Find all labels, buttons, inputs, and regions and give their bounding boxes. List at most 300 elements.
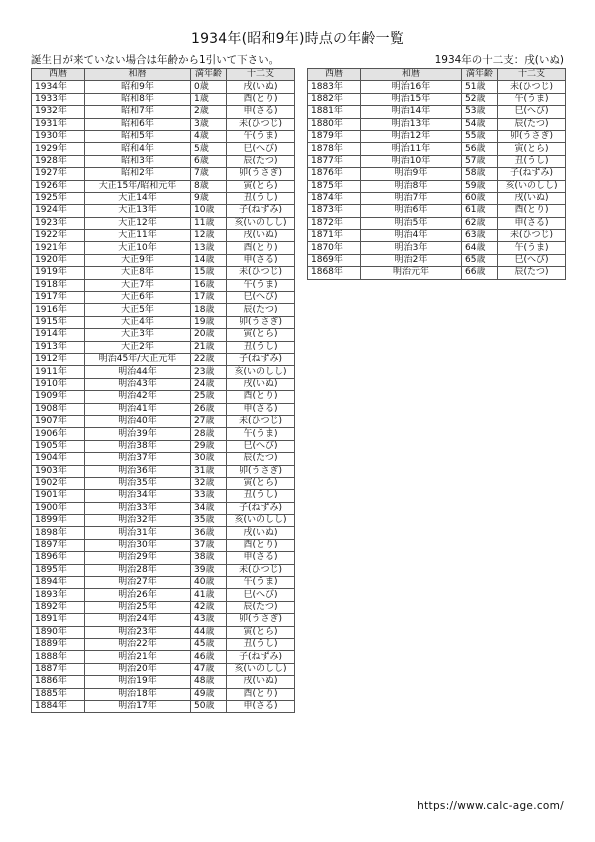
cell-zodiac: 未(ひつじ) [227, 564, 295, 576]
cell-age: 21歳 [191, 341, 227, 353]
table-row [32, 143, 295, 155]
cell-zodiac: 子(ねずみ) [227, 205, 295, 217]
table-row [32, 180, 295, 192]
table-row [32, 192, 295, 204]
table-row [308, 254, 566, 266]
cell-japanese-era: 明治8年 [361, 180, 462, 192]
table-row [32, 688, 295, 700]
cell-western-year: 1915年 [32, 316, 85, 328]
cell-japanese-era: 明治15年 [361, 93, 462, 105]
table-row [32, 205, 295, 217]
cell-japanese-era: 明治30年 [85, 539, 191, 551]
table-row [32, 676, 295, 688]
cell-japanese-era: 明治24年 [85, 614, 191, 626]
cell-western-year: 1909年 [32, 391, 85, 403]
cell-western-year: 1888年 [32, 651, 85, 663]
cell-zodiac: 辰(たつ) [498, 118, 566, 130]
cell-japanese-era: 明治3年 [361, 242, 462, 254]
cell-zodiac: 戌(いぬ) [227, 527, 295, 539]
table-row [308, 155, 566, 167]
cell-age: 3歳 [191, 118, 227, 130]
table-row [308, 168, 566, 180]
cell-zodiac: 午(うま) [227, 428, 295, 440]
cell-western-year: 1917年 [32, 292, 85, 304]
age-table-left [31, 68, 295, 713]
cell-zodiac: 丑(うし) [498, 155, 566, 167]
cell-zodiac: 午(うま) [498, 242, 566, 254]
table-row [32, 267, 295, 279]
cell-zodiac: 丑(うし) [227, 192, 295, 204]
cell-western-year: 1930年 [32, 130, 85, 142]
cell-japanese-era: 明治27年 [85, 577, 191, 589]
cell-zodiac: 丑(うし) [227, 341, 295, 353]
table-row [32, 527, 295, 539]
cell-japanese-era: 大正8年 [85, 267, 191, 279]
cell-zodiac: 申(さる) [227, 552, 295, 564]
cell-japanese-era: 明治2年 [361, 254, 462, 266]
cell-western-year: 1912年 [32, 353, 85, 365]
cell-western-year: 1914年 [32, 329, 85, 341]
table-row [32, 601, 295, 613]
table-row [32, 93, 295, 105]
cell-japanese-era: 明治35年 [85, 477, 191, 489]
cell-japanese-era: 明治40年 [85, 415, 191, 427]
cell-western-year: 1900年 [32, 502, 85, 514]
cell-zodiac: 戌(いぬ) [498, 192, 566, 204]
cell-zodiac: 寅(とら) [227, 180, 295, 192]
cell-age: 0歳 [191, 81, 227, 93]
cell-age: 24歳 [191, 378, 227, 390]
header-western-year: 西暦 [308, 69, 361, 81]
cell-japanese-era: 明治10年 [361, 155, 462, 167]
cell-japanese-era: 大正3年 [85, 329, 191, 341]
table-row [32, 292, 295, 304]
cell-western-year: 1889年 [32, 638, 85, 650]
cell-age: 27歳 [191, 415, 227, 427]
cell-age: 10歳 [191, 205, 227, 217]
cell-japanese-era: 明治29年 [85, 552, 191, 564]
cell-age: 26歳 [191, 403, 227, 415]
cell-age: 15歳 [191, 267, 227, 279]
table-row [32, 242, 295, 254]
header-japanese-era: 和暦 [85, 69, 191, 81]
cell-age: 11歳 [191, 217, 227, 229]
cell-zodiac: 申(さる) [498, 217, 566, 229]
table-row [32, 279, 295, 291]
cell-western-year: 1926年 [32, 180, 85, 192]
cell-zodiac: 戌(いぬ) [227, 676, 295, 688]
cell-age: 58歳 [462, 168, 498, 180]
cell-western-year: 1891年 [32, 614, 85, 626]
cell-japanese-era: 明治33年 [85, 502, 191, 514]
cell-japanese-era: 明治34年 [85, 490, 191, 502]
cell-japanese-era: 明治13年 [361, 118, 462, 130]
cell-western-year: 1902年 [32, 477, 85, 489]
cell-age: 45歳 [191, 638, 227, 650]
cell-zodiac: 戌(いぬ) [227, 81, 295, 93]
cell-age: 36歳 [191, 527, 227, 539]
header-age: 満年齢 [462, 69, 498, 81]
cell-zodiac: 丑(うし) [227, 490, 295, 502]
cell-western-year: 1876年 [308, 168, 361, 180]
cell-western-year: 1895年 [32, 564, 85, 576]
cell-western-year: 1892年 [32, 601, 85, 613]
cell-western-year: 1890年 [32, 626, 85, 638]
cell-western-year: 1869年 [308, 254, 361, 266]
cell-japanese-era: 明治6年 [361, 205, 462, 217]
cell-zodiac: 申(さる) [227, 254, 295, 266]
table-row [32, 490, 295, 502]
table-row [308, 106, 566, 118]
cell-western-year: 1910年 [32, 378, 85, 390]
cell-zodiac: 卯(うさぎ) [227, 168, 295, 180]
cell-zodiac: 申(さる) [227, 106, 295, 118]
cell-japanese-era: 明治38年 [85, 440, 191, 452]
table-row [32, 465, 295, 477]
cell-zodiac: 亥(いのしし) [227, 217, 295, 229]
cell-age: 9歳 [191, 192, 227, 204]
cell-japanese-era: 大正2年 [85, 341, 191, 353]
cell-japanese-era: 明治17年 [85, 700, 191, 712]
table-row [32, 168, 295, 180]
cell-japanese-era: 明治43年 [85, 378, 191, 390]
cell-zodiac: 午(うま) [498, 93, 566, 105]
cell-age: 52歳 [462, 93, 498, 105]
cell-age: 62歳 [462, 217, 498, 229]
table-row [308, 93, 566, 105]
cell-japanese-era: 大正6年 [85, 292, 191, 304]
cell-zodiac: 戌(いぬ) [227, 378, 295, 390]
cell-age: 35歳 [191, 515, 227, 527]
table-row [32, 230, 295, 242]
cell-zodiac: 酉(とり) [498, 205, 566, 217]
site-url: https://www.calc-age.com/ [417, 800, 564, 812]
table-row [32, 353, 295, 365]
cell-japanese-era: 明治5年 [361, 217, 462, 229]
cell-western-year: 1868年 [308, 267, 361, 279]
cell-zodiac: 未(ひつじ) [227, 118, 295, 130]
cell-age: 20歳 [191, 329, 227, 341]
cell-japanese-era: 昭和9年 [85, 81, 191, 93]
cell-western-year: 1913年 [32, 341, 85, 353]
cell-age: 56歳 [462, 143, 498, 155]
cell-japanese-era: 明治28年 [85, 564, 191, 576]
cell-japanese-era: 大正9年 [85, 254, 191, 266]
cell-zodiac: 卯(うさぎ) [227, 614, 295, 626]
cell-zodiac: 辰(たつ) [227, 155, 295, 167]
table-row [32, 217, 295, 229]
cell-western-year: 1881年 [308, 106, 361, 118]
cell-japanese-era: 大正15年/昭和元年 [85, 180, 191, 192]
cell-japanese-era: 明治4年 [361, 230, 462, 242]
cell-western-year: 1883年 [308, 81, 361, 93]
cell-age: 46歳 [191, 651, 227, 663]
cell-western-year: 1925年 [32, 192, 85, 204]
cell-zodiac: 子(ねずみ) [227, 502, 295, 514]
cell-zodiac: 午(うま) [227, 130, 295, 142]
table-row [308, 143, 566, 155]
cell-age: 29歳 [191, 440, 227, 452]
table-row [32, 403, 295, 415]
table-row [32, 428, 295, 440]
cell-zodiac: 子(ねずみ) [227, 353, 295, 365]
cell-western-year: 1934年 [32, 81, 85, 93]
cell-western-year: 1929年 [32, 143, 85, 155]
cell-western-year: 1873年 [308, 205, 361, 217]
cell-western-year: 1886年 [32, 676, 85, 688]
table-row [32, 81, 295, 93]
table-row [32, 254, 295, 266]
cell-age: 48歳 [191, 676, 227, 688]
page-title: 1934年(昭和9年)時点の年齢一覧 [190, 31, 405, 47]
cell-japanese-era: 大正4年 [85, 316, 191, 328]
cell-age: 65歳 [462, 254, 498, 266]
cell-western-year: 1923年 [32, 217, 85, 229]
cell-zodiac: 酉(とり) [227, 688, 295, 700]
cell-japanese-era: 明治41年 [85, 403, 191, 415]
table-row [32, 651, 295, 663]
table-row [308, 230, 566, 242]
cell-western-year: 1903年 [32, 465, 85, 477]
cell-western-year: 1933年 [32, 93, 85, 105]
cell-western-year: 1919年 [32, 267, 85, 279]
cell-zodiac: 辰(たつ) [227, 601, 295, 613]
cell-age: 7歳 [191, 168, 227, 180]
cell-western-year: 1885年 [32, 688, 85, 700]
cell-western-year: 1896年 [32, 552, 85, 564]
cell-age: 14歳 [191, 254, 227, 266]
cell-japanese-era: 大正7年 [85, 279, 191, 291]
cell-age: 13歳 [191, 242, 227, 254]
cell-western-year: 1908年 [32, 403, 85, 415]
cell-zodiac: 亥(いのしし) [227, 515, 295, 527]
cell-japanese-era: 明治9年 [361, 168, 462, 180]
cell-age: 39歳 [191, 564, 227, 576]
cell-japanese-era: 明治19年 [85, 676, 191, 688]
cell-zodiac: 卯(うさぎ) [227, 316, 295, 328]
table-row [32, 515, 295, 527]
table-row [32, 614, 295, 626]
cell-western-year: 1922年 [32, 230, 85, 242]
cell-age: 44歳 [191, 626, 227, 638]
table-row [32, 118, 295, 130]
cell-zodiac: 酉(とり) [227, 391, 295, 403]
cell-japanese-era: 明治18年 [85, 688, 191, 700]
cell-zodiac: 卯(うさぎ) [227, 465, 295, 477]
cell-zodiac: 戌(いぬ) [227, 230, 295, 242]
table-row [32, 304, 295, 316]
cell-japanese-era: 大正5年 [85, 304, 191, 316]
cell-japanese-era: 明治20年 [85, 663, 191, 675]
cell-zodiac: 寅(とら) [498, 143, 566, 155]
table-row [308, 267, 566, 279]
cell-japanese-era: 明治23年 [85, 626, 191, 638]
cell-age: 50歳 [191, 700, 227, 712]
table-row [308, 242, 566, 254]
cell-age: 64歳 [462, 242, 498, 254]
cell-age: 28歳 [191, 428, 227, 440]
cell-age: 32歳 [191, 477, 227, 489]
cell-japanese-era: 昭和4年 [85, 143, 191, 155]
cell-western-year: 1882年 [308, 93, 361, 105]
cell-western-year: 1931年 [32, 118, 85, 130]
cell-age: 6歳 [191, 155, 227, 167]
cell-age: 38歳 [191, 552, 227, 564]
cell-zodiac: 申(さる) [227, 403, 295, 415]
cell-zodiac: 申(さる) [227, 700, 295, 712]
cell-western-year: 1897年 [32, 539, 85, 551]
table-row [308, 81, 566, 93]
cell-age: 42歳 [191, 601, 227, 613]
cell-zodiac: 子(ねずみ) [498, 168, 566, 180]
table-header-row [32, 69, 295, 81]
cell-japanese-era: 昭和3年 [85, 155, 191, 167]
age-table-right [307, 68, 566, 280]
cell-age: 31歳 [191, 465, 227, 477]
cell-western-year: 1880年 [308, 118, 361, 130]
cell-zodiac: 未(ひつじ) [227, 267, 295, 279]
table-row [32, 552, 295, 564]
table-row [32, 130, 295, 142]
cell-japanese-era: 明治32年 [85, 515, 191, 527]
table-row [32, 440, 295, 452]
table-row [32, 700, 295, 712]
cell-age: 37歳 [191, 539, 227, 551]
table-row [32, 453, 295, 465]
cell-western-year: 1905年 [32, 440, 85, 452]
table-row [32, 477, 295, 489]
table-row [308, 192, 566, 204]
cell-age: 2歳 [191, 106, 227, 118]
cell-japanese-era: 明治21年 [85, 651, 191, 663]
table-row [32, 626, 295, 638]
year-zodiac: 1934年の十二支：戌(いぬ) [434, 54, 564, 66]
cell-zodiac: 辰(たつ) [498, 267, 566, 279]
cell-zodiac: 亥(いのしし) [227, 663, 295, 675]
cell-japanese-era: 大正14年 [85, 192, 191, 204]
table-row [32, 391, 295, 403]
table-row [32, 378, 295, 390]
cell-japanese-era: 明治元年 [361, 267, 462, 279]
table-header-row [308, 69, 566, 81]
cell-age: 19歳 [191, 316, 227, 328]
cell-japanese-era: 明治11年 [361, 143, 462, 155]
cell-japanese-era: 明治44年 [85, 366, 191, 378]
cell-age: 5歳 [191, 143, 227, 155]
table-row [32, 341, 295, 353]
table-row [32, 502, 295, 514]
cell-age: 8歳 [191, 180, 227, 192]
cell-age: 60歳 [462, 192, 498, 204]
cell-japanese-era: 明治16年 [361, 81, 462, 93]
cell-japanese-era: 明治25年 [85, 601, 191, 613]
table-row [32, 589, 295, 601]
cell-western-year: 1894年 [32, 577, 85, 589]
cell-japanese-era: 大正11年 [85, 230, 191, 242]
cell-age: 66歳 [462, 267, 498, 279]
table-row [308, 205, 566, 217]
cell-zodiac: 午(うま) [227, 577, 295, 589]
table-row [32, 329, 295, 341]
cell-western-year: 1875年 [308, 180, 361, 192]
cell-japanese-era: 大正12年 [85, 217, 191, 229]
cell-western-year: 1927年 [32, 168, 85, 180]
cell-western-year: 1877年 [308, 155, 361, 167]
cell-zodiac: 酉(とり) [227, 539, 295, 551]
cell-japanese-era: 昭和8年 [85, 93, 191, 105]
cell-zodiac: 酉(とり) [227, 242, 295, 254]
cell-age: 40歳 [191, 577, 227, 589]
cell-zodiac: 辰(たつ) [227, 453, 295, 465]
cell-age: 51歳 [462, 81, 498, 93]
cell-japanese-era: 明治31年 [85, 527, 191, 539]
cell-western-year: 1899年 [32, 515, 85, 527]
cell-zodiac: 巳(へび) [498, 254, 566, 266]
cell-japanese-era: 明治26年 [85, 589, 191, 601]
cell-zodiac: 巳(へび) [227, 440, 295, 452]
cell-age: 53歳 [462, 106, 498, 118]
cell-western-year: 1906年 [32, 428, 85, 440]
header-western-year: 西暦 [32, 69, 85, 81]
cell-western-year: 1907年 [32, 415, 85, 427]
cell-western-year: 1874年 [308, 192, 361, 204]
cell-zodiac: 未(ひつじ) [498, 230, 566, 242]
cell-age: 63歳 [462, 230, 498, 242]
cell-age: 47歳 [191, 663, 227, 675]
cell-western-year: 1924年 [32, 205, 85, 217]
cell-zodiac: 未(ひつじ) [227, 415, 295, 427]
table-row [32, 638, 295, 650]
cell-japanese-era: 大正10年 [85, 242, 191, 254]
cell-age: 18歳 [191, 304, 227, 316]
table-row [308, 118, 566, 130]
cell-western-year: 1920年 [32, 254, 85, 266]
header-zodiac: 十二支 [227, 69, 295, 81]
cell-zodiac: 亥(いのしし) [498, 180, 566, 192]
header-japanese-era: 和暦 [361, 69, 462, 81]
cell-zodiac: 子(ねずみ) [227, 651, 295, 663]
table-row [308, 130, 566, 142]
cell-japanese-era: 明治12年 [361, 130, 462, 142]
cell-age: 61歳 [462, 205, 498, 217]
cell-western-year: 1878年 [308, 143, 361, 155]
cell-western-year: 1916年 [32, 304, 85, 316]
cell-japanese-era: 明治42年 [85, 391, 191, 403]
cell-age: 30歳 [191, 453, 227, 465]
cell-japanese-era: 大正13年 [85, 205, 191, 217]
cell-western-year: 1879年 [308, 130, 361, 142]
cell-japanese-era: 明治22年 [85, 638, 191, 650]
cell-japanese-era: 昭和6年 [85, 118, 191, 130]
cell-age: 1歳 [191, 93, 227, 105]
table-row [32, 577, 295, 589]
cell-zodiac: 未(ひつじ) [498, 81, 566, 93]
cell-japanese-era: 昭和5年 [85, 130, 191, 142]
cell-zodiac: 巳(へび) [498, 106, 566, 118]
table-row [32, 564, 295, 576]
cell-age: 23歳 [191, 366, 227, 378]
cell-zodiac: 酉(とり) [227, 93, 295, 105]
cell-western-year: 1901年 [32, 490, 85, 502]
cell-western-year: 1871年 [308, 230, 361, 242]
cell-western-year: 1921年 [32, 242, 85, 254]
cell-western-year: 1918年 [32, 279, 85, 291]
cell-age: 12歳 [191, 230, 227, 242]
header-zodiac: 十二支 [498, 69, 566, 81]
cell-western-year: 1870年 [308, 242, 361, 254]
cell-japanese-era: 昭和7年 [85, 106, 191, 118]
cell-age: 55歳 [462, 130, 498, 142]
